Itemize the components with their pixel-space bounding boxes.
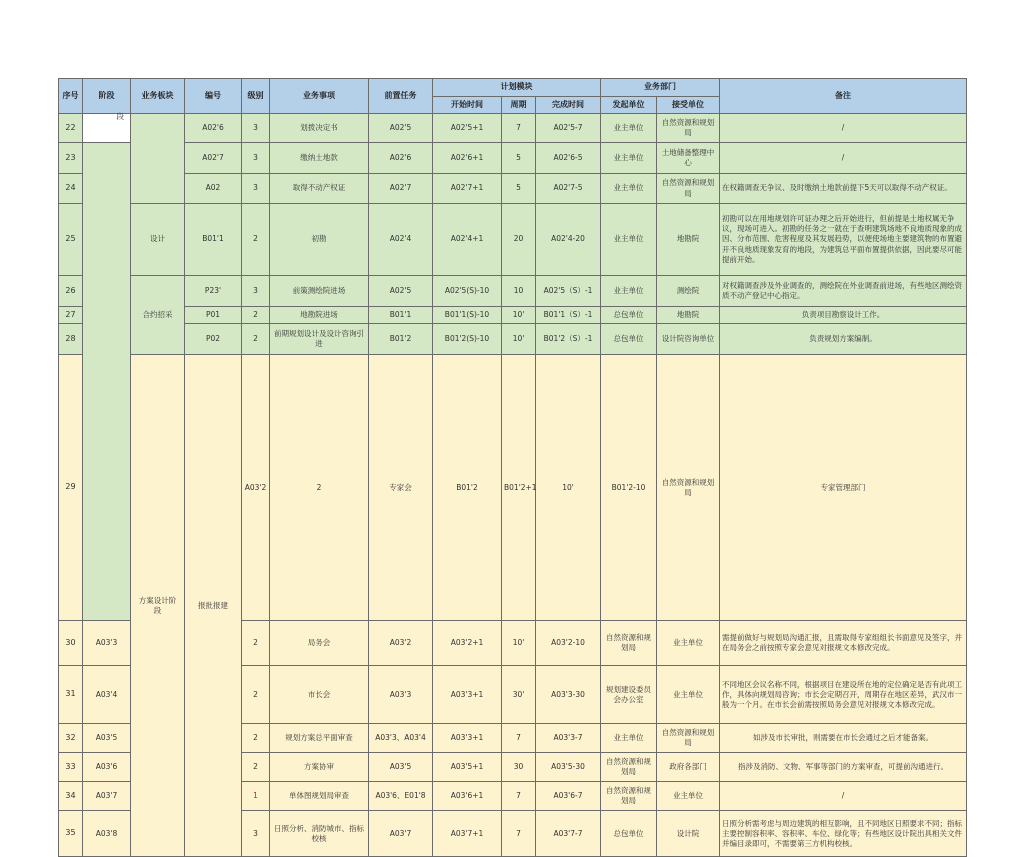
row-35-code: A03'8 xyxy=(83,811,131,857)
row-25-end: A02'4-20 xyxy=(536,204,601,276)
row-34-initiator: 自然资源和规划局 xyxy=(601,782,657,811)
row-33-level: 2 xyxy=(242,753,270,782)
header-initiator: 发起单位 xyxy=(601,97,657,114)
row-34-code: A03'7 xyxy=(83,782,131,811)
row-32-code: A03'5 xyxy=(83,724,131,753)
row-25-level: 2 xyxy=(242,204,270,276)
row-34-start: A03'6+1 xyxy=(433,782,502,811)
row-31-remark: 不同地区会议名称不同，根据项目在建设所在地的定位确定是否有此项工作，具体向规划局咨询；市长会定期召开，周期存在地区差异，武汉市一般为一个月。在市长会前需按照局务会意见对报规文本修改完成。 xyxy=(720,666,967,724)
row-31-code: A03'4 xyxy=(83,666,131,724)
row-32-prereq: A03'3、A03'4 xyxy=(369,724,433,753)
row-34-level: 1 xyxy=(242,782,270,811)
row-35-seq: 35 xyxy=(59,811,83,857)
row-26-period: 10 xyxy=(502,276,536,307)
plate-design: 设计 xyxy=(131,204,185,276)
row-33-item: 方案协审 xyxy=(270,753,369,782)
row-25-item: 初勘 xyxy=(270,204,369,276)
row-22-item: 划拨决定书 xyxy=(270,114,369,143)
row-26-initiator: 业主单位 xyxy=(601,276,657,307)
header-plan: 计划模块 xyxy=(433,79,601,97)
row-22-initiator: 业主单位 xyxy=(601,114,657,143)
row-30-period: 10' xyxy=(502,621,536,666)
row-25-prereq: A02'4 xyxy=(369,204,433,276)
row-25-remark: 初勘可以在用地规划许可证办理之后开始进行，但前提是土地权属无争议，现场可进入。初勘的任务之一就在于查明建筑场地不良地质现象的成因、分布范围、危害程度及其发展趋势，以便使场地主要建筑物的布置避开不良地质现象发育的地段，为建筑总平面布置提供依据，因此要尽可能提前开始。 xyxy=(720,204,967,276)
row-31-start: A03'3+1 xyxy=(433,666,502,724)
row-32-period: 7 xyxy=(502,724,536,753)
row-27-receiver: 地勘院 xyxy=(657,307,720,324)
row-35-start: A03'7+1 xyxy=(433,811,502,857)
row-35-level: 3 xyxy=(242,811,270,857)
row-33-end: A03'5-30 xyxy=(536,753,601,782)
row-22-end: A02'5-7 xyxy=(536,114,601,143)
row-28-remark: 负责规划方案编制。 xyxy=(720,324,967,355)
row-28-end: B01'2（S）-1 xyxy=(536,324,601,355)
row-34-remark: / xyxy=(720,782,967,811)
row-24-receiver: 自然资源和规划局 xyxy=(657,174,720,204)
row-28-item: 前期规划设计及设计咨询引进 xyxy=(270,324,369,355)
row-34-item: 单体图规划局审查 xyxy=(270,782,369,811)
row-28-seq: 28 xyxy=(59,324,83,355)
row-24-item: 取得不动产权证 xyxy=(270,174,369,204)
row-35-prereq: A03'7 xyxy=(369,811,433,857)
row-25-start: A02'4+1 xyxy=(433,204,502,276)
row-29-level: 2 xyxy=(270,355,369,621)
row-25-receiver: 地勘院 xyxy=(657,204,720,276)
row-35-item: 日照分析、消防城市、指标校核 xyxy=(270,811,369,857)
row-30-initiator: 自然资源和规划局 xyxy=(601,621,657,666)
row-34-receiver: 业主单位 xyxy=(657,782,720,811)
header-period: 周期 xyxy=(502,97,536,114)
row-30-item: 局务会 xyxy=(270,621,369,666)
row-32-end: A03'3-7 xyxy=(536,724,601,753)
row-23-level: 3 xyxy=(242,143,270,174)
row-29-period: 10' xyxy=(536,355,601,621)
row-35-receiver: 设计院 xyxy=(657,811,720,857)
row-31-initiator: 规划建设委员会办公室 xyxy=(601,666,657,724)
header-code: 编号 xyxy=(185,79,242,114)
row-31-receiver: 业主单位 xyxy=(657,666,720,724)
row-34-end: A03'6-7 xyxy=(536,782,601,811)
row-23-receiver: 土地储备整理中心 xyxy=(657,143,720,174)
row-28-level: 2 xyxy=(242,324,270,355)
row-30-end: A03'2-10 xyxy=(536,621,601,666)
row-30-level: 2 xyxy=(242,621,270,666)
row-23-period: 5 xyxy=(502,143,536,174)
row-22-start: A02'5+1 xyxy=(433,114,502,143)
row-31-prereq: A03'3 xyxy=(369,666,433,724)
row-24-initiator: 业主单位 xyxy=(601,174,657,204)
row-28-receiver: 设计院咨询单位 xyxy=(657,324,720,355)
row-33-seq: 33 xyxy=(59,753,83,782)
row-24-level: 3 xyxy=(242,174,270,204)
row-28-start: B01'2(S)-10 xyxy=(433,324,502,355)
row-32-start: A03'3+1 xyxy=(433,724,502,753)
row-26-level: 3 xyxy=(242,276,270,307)
row-26-end: A02'5（S）-1 xyxy=(536,276,601,307)
row-25-initiator: 业主单位 xyxy=(601,204,657,276)
row-31-period: 30' xyxy=(502,666,536,724)
header-plate: 业务板块 xyxy=(131,79,185,114)
row-34-period: 7 xyxy=(502,782,536,811)
row-35-initiator: 总包单位 xyxy=(601,811,657,857)
row-31-end: A03'3-30 xyxy=(536,666,601,724)
row-25-code: B01'1 xyxy=(185,204,242,276)
row-31-level: 2 xyxy=(242,666,270,724)
row-29-start: B01'2+1 xyxy=(502,355,536,621)
row-24-period: 5 xyxy=(502,174,536,204)
row-28-prereq: B01'2 xyxy=(369,324,433,355)
row-26-receiver: 测绘院 xyxy=(657,276,720,307)
row-23-end: A02'6-5 xyxy=(536,143,601,174)
row-24-end: A02'7-5 xyxy=(536,174,601,204)
row-22-period: 7 xyxy=(502,114,536,143)
row-22-code: A02'6 xyxy=(185,114,242,143)
row-29-item: 专家会 xyxy=(369,355,433,621)
row-31-seq: 31 xyxy=(59,666,83,724)
header-level: 级别 xyxy=(242,79,270,114)
plate-empty xyxy=(131,114,185,204)
row-27-initiator: 总包单位 xyxy=(601,307,657,324)
row-26-start: A02'5(S)-10 xyxy=(433,276,502,307)
row-28-code: P02 xyxy=(185,324,242,355)
row-25-seq: 25 xyxy=(59,204,83,276)
row-27-level: 2 xyxy=(242,307,270,324)
row-24-remark: 在权籍调查无争议、及时缴纳土地款前提下5天可以取得不动产权证。 xyxy=(720,174,967,204)
row-23-item: 缴纳土地款 xyxy=(270,143,369,174)
row-24-seq: 24 xyxy=(59,174,83,204)
row-28-initiator: 总包单位 xyxy=(601,324,657,355)
row-27-period: 10' xyxy=(502,307,536,324)
row-25-period: 20 xyxy=(502,204,536,276)
row-32-receiver: 自然资源和规划局 xyxy=(657,724,720,753)
header-prereq: 前置任务 xyxy=(369,79,433,114)
row-30-prereq: A03'2 xyxy=(369,621,433,666)
row-23-initiator: 业主单位 xyxy=(601,143,657,174)
stage-a-fragment: 段 xyxy=(116,112,124,121)
header-item: 业务事项 xyxy=(270,79,369,114)
row-32-remark: 如涉及市长审批，则需要在市长会通过之后才能备案。 xyxy=(720,724,967,753)
row-27-start: B01'1(S)-10 xyxy=(433,307,502,324)
row-33-code: A03'6 xyxy=(83,753,131,782)
row-29-code: A03'2 xyxy=(242,355,270,621)
row-31-item: 市长会 xyxy=(270,666,369,724)
row-33-remark: 指涉及消防、文物、军事等部门的方案审查，可提前沟通进行。 xyxy=(720,753,967,782)
plate-report: 报批报建 xyxy=(185,355,242,857)
row-27-prereq: B01'1 xyxy=(369,307,433,324)
row-24-prereq: A02'7 xyxy=(369,174,433,204)
row-30-start: A03'2+1 xyxy=(433,621,502,666)
row-30-receiver: 业主单位 xyxy=(657,621,720,666)
row-35-remark: 日照分析需考虑与周边建筑的相互影响，且不同地区日照要求不同；指标主要控制容积率、容积率、车位、绿化等；有些地区设计院出具相关文件并编目录即可，不需要第三方机构校核。 xyxy=(720,811,967,857)
row-23-start: A02'6+1 xyxy=(433,143,502,174)
row-29-receiver: 专家管理部门 xyxy=(720,355,967,621)
row-22-level: 3 xyxy=(242,114,270,143)
header-end: 完成时间 xyxy=(536,97,601,114)
row-33-start: A03'5+1 xyxy=(433,753,502,782)
row-27-seq: 27 xyxy=(59,307,83,324)
row-22-receiver: 自然资源和规划局 xyxy=(657,114,720,143)
row-22-seq: 22 xyxy=(59,114,83,143)
plate-contract: 合约招采 xyxy=(131,276,185,355)
row-34-prereq: A03'6、E01'8 xyxy=(369,782,433,811)
row-35-period: 7 xyxy=(502,811,536,857)
row-22-remark: / xyxy=(720,114,967,143)
row-32-level: 2 xyxy=(242,724,270,753)
row-32-seq: 32 xyxy=(59,724,83,753)
row-27-item: 地勘院进场 xyxy=(270,307,369,324)
row-29-initiator: 自然资源和规划局 xyxy=(657,355,720,621)
header-start: 开始时间 xyxy=(433,97,502,114)
row-29-end: B01'2-10 xyxy=(601,355,657,621)
row-30-remark: 需提前做好与规划局沟通汇报，且需取得专家组组长书面意见及签字，并在局务会之前按照专家会意见对报规文本修改完成。 xyxy=(720,621,967,666)
row-33-prereq: A03'5 xyxy=(369,753,433,782)
row-26-remark: 对权籍调查涉及外业调查的，测绘院在外业调查前进场，有些地区测绘资质不动产登记中心指定。 xyxy=(720,276,967,307)
row-33-period: 30 xyxy=(502,753,536,782)
row-32-initiator: 业主单位 xyxy=(601,724,657,753)
row-27-remark: 负责项目勘察设计工作。 xyxy=(720,307,967,324)
row-26-item: 前策测绘院进场 xyxy=(270,276,369,307)
header-stage: 阶段 xyxy=(83,79,131,114)
row-30-code: A03'3 xyxy=(83,621,131,666)
row-24-start: A02'7+1 xyxy=(433,174,502,204)
row-26-seq: 26 xyxy=(59,276,83,307)
stage-scheme-design: 方案设计阶段 xyxy=(131,355,185,857)
row-26-code: P23' xyxy=(185,276,242,307)
stage-a-cell xyxy=(83,112,131,621)
row-23-prereq: A02'6 xyxy=(369,143,433,174)
row-27-code: P01 xyxy=(185,307,242,324)
business-schedule-table xyxy=(58,78,967,857)
row-30-seq: 30 xyxy=(59,621,83,666)
header-dept: 业务部门 xyxy=(601,79,720,97)
row-24-code: A02 xyxy=(185,174,242,204)
row-22-prereq: A02'5 xyxy=(369,114,433,143)
row-29-prereq: B01'2 xyxy=(433,355,502,621)
row-23-code: A02'7 xyxy=(185,143,242,174)
row-29-seq: 29 xyxy=(59,355,83,621)
header-remark: 备注 xyxy=(720,79,967,114)
row-27-end: B01'1（S）-1 xyxy=(536,307,601,324)
row-32-item: 规划方案总平面审查 xyxy=(270,724,369,753)
row-33-receiver: 政府各部门 xyxy=(657,753,720,782)
header-seq: 序号 xyxy=(59,79,83,114)
row-28-period: 10' xyxy=(502,324,536,355)
row-34-seq: 34 xyxy=(59,782,83,811)
header-receiver: 接受单位 xyxy=(657,97,720,114)
row-23-remark: / xyxy=(720,143,967,174)
row-33-initiator: 自然资源和规划局 xyxy=(601,753,657,782)
row-35-end: A03'7-7 xyxy=(536,811,601,857)
row-26-prereq: A02'5 xyxy=(369,276,433,307)
row-23-seq: 23 xyxy=(59,143,83,174)
